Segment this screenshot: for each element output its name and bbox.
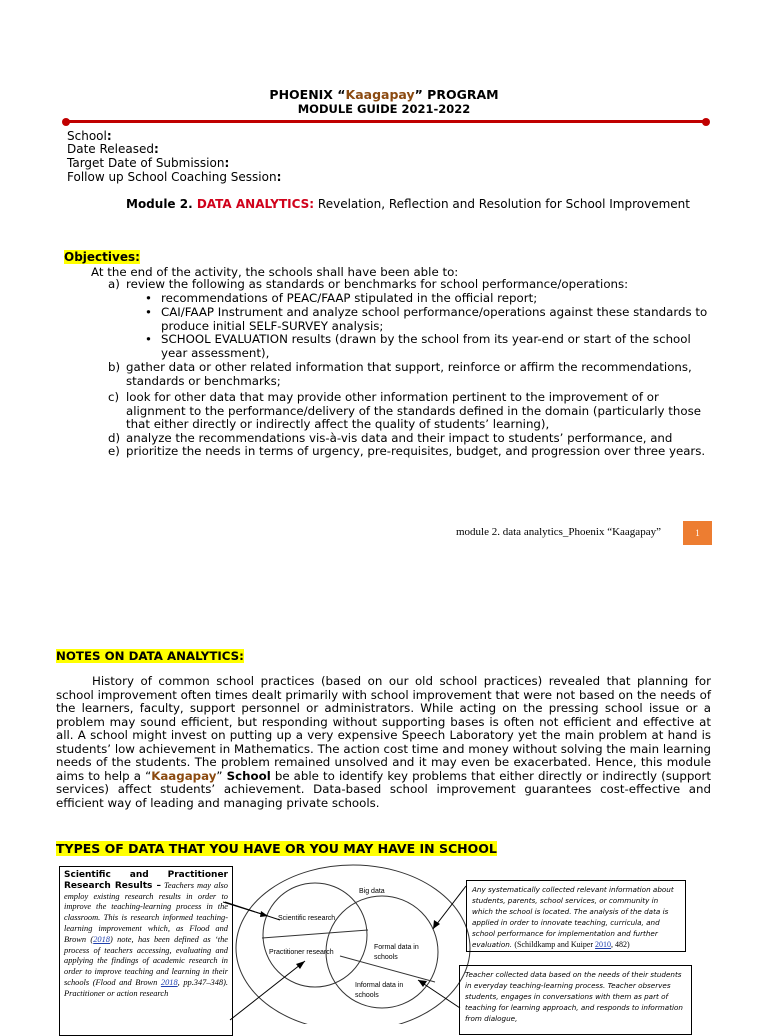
title-suffix: ” PROGRAM <box>414 87 499 102</box>
rule-right-dot <box>702 118 710 126</box>
notes-paragraph: History of common school practices (based on our old school practices) revealed that planning for school improvement often times dealt primarily with school improvement that were not based on the needs of the learners, faculty, support personnel or administrators. While acting on the pressing school issue or a problem may sound efficient, but responding without supporting bases is often not efficient and effective at all. A school might invest on putting up a very expensive Speech Laboratory yet the main problem at hand is students’ low achievement in Mathematics. The action cost time and money without solving the main learning needs of the students. The problem remained unsolved and it may even be exacerbated. Hence, this module aims to help a “Kaagapay” School be able to identify key problems that either directly or indirectly (support services) affect students’ achievement. Data-based school improvement guarantees cost-effective and efficient way of leading and managing private schools. <box>56 674 711 810</box>
objective-a: a) review the following as standards or benchmarks for school performance/operations: <box>108 277 629 291</box>
formal-data-label-2: schools <box>374 954 398 961</box>
header-rule <box>66 120 706 123</box>
citation-link[interactable]: 2018 <box>160 977 178 987</box>
field-target-date: Target Date of Submission: <box>67 156 230 170</box>
research-results-box: Scientific and Practitioner Research Results – Teachers may also employ existing research results in order to improve the teaching-learning process in the classroom. This is research informed teaching-learning improvement which, as Flood and Brown (2018) note, has been defined as ‘the process of teachers accessing, evaluating and applying the findings of academic research in order to improve teaching and learning in their schools (Flood and Brown 2018, pp.347–348). Practitioner or action research <box>59 866 233 1036</box>
module-heading <box>126 197 690 211</box>
field-followup-session: Follow up School Coaching Session: <box>67 170 282 184</box>
informal-data-label-2: schools <box>355 992 379 999</box>
practitioner-research-label: Practitioner research <box>269 949 334 956</box>
page-footer-text: module 2. data analytics_Phoenix “Kaagapay” <box>456 526 661 538</box>
module-number: Module 2. <box>126 197 197 211</box>
objectives-intro: At the end of the activity, the schools shall have been able to: <box>91 265 459 279</box>
title-prefix: PHOENIX “ <box>269 87 346 102</box>
citation-link[interactable]: 2018 <box>93 934 110 944</box>
program-title <box>0 87 768 102</box>
bullet-item: • SCHOOL EVALUATION results (drawn by the school from its year-end or start of the school year assessment), <box>145 332 691 360</box>
arrowhead-icon <box>296 961 305 969</box>
formal-data-definition-box: Any systematically collected relevant information about students, parents, school services, or community in which the school is located. The analysis of the data is applied in order to innovate teaching, curricula, and school performance for implementation and further evaluation. (Schildkamp and Kuiper 2010, 482) <box>466 880 686 952</box>
informal-data-label: Informal data in <box>355 982 404 989</box>
objective-b: b) gather data or other related information that support, reinforce or affirm the recommendations, standards or benchmarks; <box>108 360 692 388</box>
objective-c: c) look for other data that may provide other information pertinent to the improvement of or alignment to the performance/delivery of the standards defined in the domain (particularly those that either directly or indirectly affect the quality of students’ learning), <box>108 390 701 432</box>
module-subtitle: Revelation, Reflection and Resolution for School Improvement <box>314 197 690 211</box>
arrow-line <box>433 886 466 929</box>
module-guide-title: MODULE GUIDE 2021-2022 <box>297 102 471 116</box>
formal-data-circle <box>326 896 438 1008</box>
arrowhead-icon <box>418 980 427 987</box>
scientific-research-label: Scientific research <box>278 915 336 922</box>
field-school: School: <box>67 129 112 143</box>
bullet-item: • CAI/FAAP Instrument and analyze school performance/operations against these standards to produce initial SELF-SURVEY analysis; <box>145 305 708 333</box>
brand-name: Kaagapay <box>345 87 415 102</box>
arrow-line <box>230 961 305 1020</box>
objective-d: d) analyze the recommendations vis-à-vis data and their impact to students’ performance, and <box>108 431 673 445</box>
field-date-released: Date Released: <box>67 142 159 156</box>
bullet-icon: • <box>145 305 152 319</box>
objective-e: e) prioritize the needs in terms of urgency, pre-requisites, budget, and progression over three years. <box>108 444 706 458</box>
bullet-icon: • <box>145 291 152 305</box>
big-data-label: Big data <box>359 888 385 895</box>
informal-data-definition-box: Teacher collected data based on the needs of their students in everyday teaching-learning process. Teacher observes students, engages in conversations with them as part of teaching for learning approach, and responds to information from dialogue, <box>459 965 692 1035</box>
notes-heading: NOTES ON DATA ANALYTICS: <box>56 649 244 663</box>
formal-data-label: Formal data in <box>374 944 419 951</box>
divider-line <box>262 930 368 938</box>
types-heading: TYPES OF DATA THAT YOU HAVE OR YOU MAY HAVE IN SCHOOL <box>56 841 497 856</box>
objectives-heading: Objectives: <box>64 250 140 264</box>
data-types-diagram <box>220 860 480 1024</box>
citation-link[interactable]: 2010 <box>595 940 612 949</box>
scientific-research-circle <box>263 883 367 987</box>
page-number: 1 <box>683 521 712 545</box>
module-topic: DATA ANALYTICS: <box>196 197 315 211</box>
bullet-item: • recommendations of PEAC/FAAP stipulated in the official report; <box>145 291 538 305</box>
bullet-icon: • <box>145 332 152 346</box>
